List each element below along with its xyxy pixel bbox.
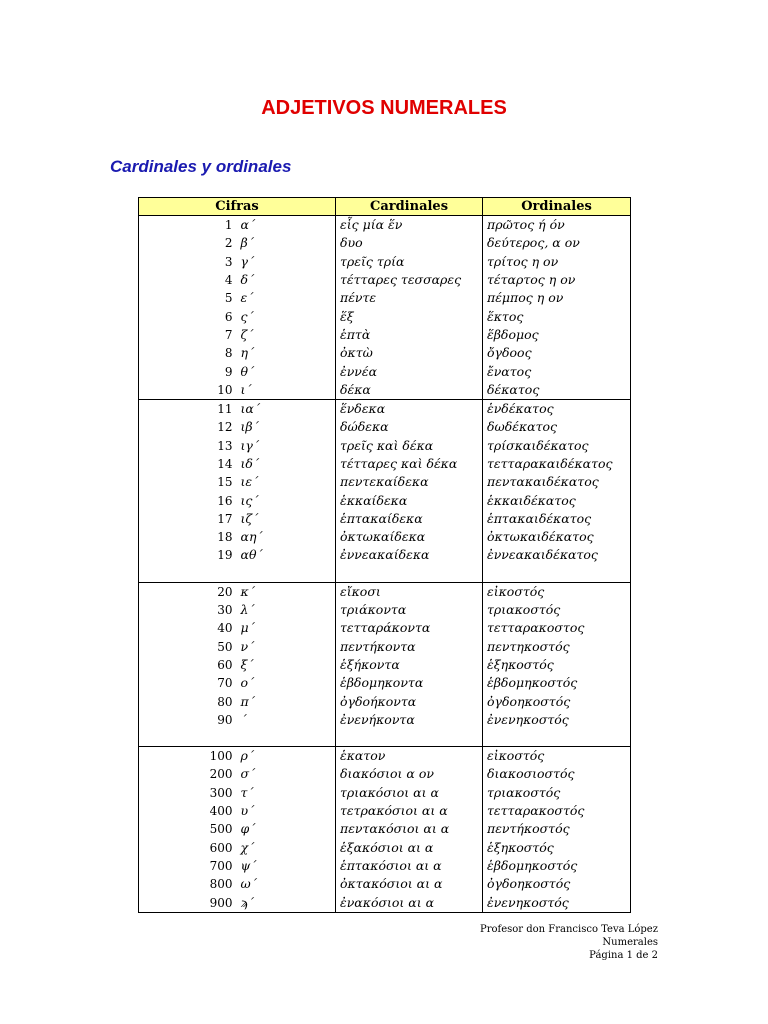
cardinal-cell: ἑπτὰ [336, 326, 483, 344]
cifra-symbol: υ΄ [237, 802, 336, 820]
cardinal-cell: εἷς μία ἕν [336, 216, 483, 235]
table-row [139, 307, 631, 325]
table-row [139, 619, 631, 637]
cardinal-cell: ἐννεακαίδεκα [336, 546, 483, 564]
cifra-number: 10 [139, 381, 237, 400]
table-row [139, 674, 631, 692]
ordinal-cell: πεντήκοστός [483, 820, 631, 838]
cifra-number: 50 [139, 638, 237, 656]
cardinal-cell: ὀκτακόσιοι αι α [336, 875, 483, 893]
cifra-symbol: ν΄ [237, 638, 336, 656]
table-row [139, 399, 631, 418]
cifra-symbol: ιδ΄ [237, 455, 336, 473]
ordinal-cell: ἑνδέκατος [483, 399, 631, 418]
spacer-cell [237, 729, 336, 747]
cardinal-cell: πεντακόσιοι αι α [336, 820, 483, 838]
ordinal-cell: ἕκτος [483, 307, 631, 325]
ordinal-cell: τετταρακοστός [483, 802, 631, 820]
ordinal-cell: τρίσκαιδέκατος [483, 437, 631, 455]
cifra-number: 15 [139, 473, 237, 491]
cardinal-cell: δώδεκα [336, 418, 483, 436]
table-row [139, 473, 631, 491]
page-title: ADJETIVOS NUMERALES [261, 97, 507, 119]
cardinal-cell: τέτταρες τεσσαρες [336, 271, 483, 289]
cifra-symbol: ι΄ [237, 381, 336, 400]
cardinal-cell: δυο [336, 234, 483, 252]
cifra-number: 16 [139, 491, 237, 509]
cifra-number: 13 [139, 437, 237, 455]
cifra-number: 8 [139, 344, 237, 362]
cardinal-cell: πεντεκαίδεκα [336, 473, 483, 491]
spacer-row [139, 565, 631, 583]
table-row [139, 326, 631, 344]
table-row [139, 437, 631, 455]
ordinal-cell: πρῶτος ή όν [483, 216, 631, 235]
cifra-symbol: π΄ [237, 692, 336, 710]
cardinal-cell: ἑβδομηκοντα [336, 674, 483, 692]
header-ordinales: Ordinales [483, 198, 631, 216]
cifra-number: 40 [139, 619, 237, 637]
cardinal-cell: τριακόσιοι αι α [336, 784, 483, 802]
ordinal-cell: ὀγδοηκοστός [483, 875, 631, 893]
table-row [139, 234, 631, 252]
ordinal-cell: ἑξηκοστός [483, 839, 631, 857]
cifra-symbol: ΄ [237, 711, 336, 729]
table-row [139, 638, 631, 656]
cifra-number: 200 [139, 765, 237, 783]
cifra-symbol: ια΄ [237, 399, 336, 418]
cifra-symbol: ε΄ [237, 289, 336, 307]
table-row [139, 656, 631, 674]
ordinal-cell: πεντακαιδέκατος [483, 473, 631, 491]
table-row [139, 875, 631, 893]
cifra-symbol: ς΄ [237, 307, 336, 325]
cifra-symbol: η΄ [237, 344, 336, 362]
cifra-number: 19 [139, 546, 237, 564]
cifra-symbol: ιζ΄ [237, 510, 336, 528]
table-row [139, 692, 631, 710]
table-row [139, 455, 631, 473]
footer-author: Profesor don Francisco Teva López [479, 924, 658, 935]
ordinal-cell: τριακοστός [483, 601, 631, 619]
ordinal-cell: ἕβδομος [483, 326, 631, 344]
ordinal-cell: πέμπος η ον [483, 289, 631, 307]
cifra-symbol: θ΄ [237, 362, 336, 380]
spacer-cell [483, 729, 631, 747]
cifra-number: 70 [139, 674, 237, 692]
table-row [139, 711, 631, 729]
spacer-row [139, 729, 631, 747]
ordinal-cell: δέκατος [483, 381, 631, 400]
cifra-symbol: ξ΄ [237, 656, 336, 674]
ordinal-cell: τετταρακοστος [483, 619, 631, 637]
cifra-symbol: ω΄ [237, 875, 336, 893]
ordinal-cell: τέταρτος η ον [483, 271, 631, 289]
table-row [139, 491, 631, 509]
ordinal-cell: ἑβδομηκοστός [483, 674, 631, 692]
cifra-number: 11 [139, 399, 237, 418]
cifra-number: 4 [139, 271, 237, 289]
cifra-number: 400 [139, 802, 237, 820]
cifra-symbol: ιγ΄ [237, 437, 336, 455]
cifra-number: 18 [139, 528, 237, 546]
cardinal-cell: διακόσιοι α ον [336, 765, 483, 783]
ordinal-cell: τρίτος η ον [483, 253, 631, 271]
table-row [139, 765, 631, 783]
cardinal-cell: ἑκατον [336, 747, 483, 766]
page-footer [480, 923, 658, 962]
ordinal-cell: πεντηκοστός [483, 638, 631, 656]
spacer-cell [336, 565, 483, 583]
cifra-symbol: λ΄ [237, 601, 336, 619]
cifra-symbol: ιβ΄ [237, 418, 336, 436]
table-row [139, 839, 631, 857]
ordinal-cell: τριακοστός [483, 784, 631, 802]
table-row [139, 418, 631, 436]
cifra-symbol: τ΄ [237, 784, 336, 802]
ordinal-cell: ὀγδοηκοστός [483, 692, 631, 710]
table-row [139, 271, 631, 289]
cifra-number: 3 [139, 253, 237, 271]
cardinal-cell: ἑξακόσιοι αι α [336, 839, 483, 857]
footer-page-number: Página 1 de 2 [589, 950, 658, 961]
cifra-symbol: αη΄ [237, 528, 336, 546]
ordinal-cell: ἑξηκοστός [483, 656, 631, 674]
cardinal-cell: ὀγδοήκοντα [336, 692, 483, 710]
cifra-symbol: κ΄ [237, 582, 336, 601]
ordinal-cell: δεύτερος, α ον [483, 234, 631, 252]
cifra-number: 30 [139, 601, 237, 619]
cifra-number: 2 [139, 234, 237, 252]
cardinal-cell: ἑξήκοντα [336, 656, 483, 674]
cifra-symbol: ρ΄ [237, 747, 336, 766]
cardinal-cell: ἑπτακαίδεκα [336, 510, 483, 528]
table-row [139, 253, 631, 271]
cardinal-cell: τρεῖς καὶ δέκα [336, 437, 483, 455]
cifra-symbol: ψ΄ [237, 857, 336, 875]
cardinal-cell: τριάκοντα [336, 601, 483, 619]
ordinal-cell: ὄγδοος [483, 344, 631, 362]
cardinal-cell: πεντήκοντα [336, 638, 483, 656]
spacer-cell [336, 729, 483, 747]
table-row [139, 747, 631, 766]
spacer-cell [483, 565, 631, 583]
cardinal-cell: ὀκτωκαίδεκα [336, 528, 483, 546]
footer-section: Numerales [602, 937, 658, 948]
cifra-number: 9 [139, 362, 237, 380]
cifra-symbol: α΄ [237, 216, 336, 235]
ordinal-cell: διακοσιοστός [483, 765, 631, 783]
table-header-row [139, 198, 631, 216]
table-row [139, 510, 631, 528]
ordinal-cell: ἐνενηκοστός [483, 711, 631, 729]
cifra-symbol: σ΄ [237, 765, 336, 783]
table-row [139, 601, 631, 619]
ordinal-cell: τετταρακαιδέκατος [483, 455, 631, 473]
cifra-symbol: ις΄ [237, 491, 336, 509]
cifra-symbol: γ΄ [237, 253, 336, 271]
section-subtitle: Cardinales y ordinales [110, 157, 292, 176]
cardinal-cell: πέντε [336, 289, 483, 307]
cifra-number: 17 [139, 510, 237, 528]
table-row [139, 546, 631, 564]
cardinal-cell: ἑπτακόσιοι αι α [336, 857, 483, 875]
cardinal-cell: τετταράκοντα [336, 619, 483, 637]
cifra-number: 12 [139, 418, 237, 436]
cifra-number: 500 [139, 820, 237, 838]
ordinal-cell: ἐννεακαιδέκατος [483, 546, 631, 564]
cardinal-cell: δέκα [336, 381, 483, 400]
table-row [139, 362, 631, 380]
cifra-number: 100 [139, 747, 237, 766]
cifra-symbol: ο΄ [237, 674, 336, 692]
table-row [139, 216, 631, 235]
table-row [139, 381, 631, 400]
cifra-number: 80 [139, 692, 237, 710]
cardinal-cell: ἕνδεκα [336, 399, 483, 418]
spacer-cell [139, 565, 237, 583]
cardinal-cell: τρεῖς τρία [336, 253, 483, 271]
cardinal-cell: ὀκτὼ [336, 344, 483, 362]
header-cardinales: Cardinales [336, 198, 483, 216]
cardinal-cell: ἐννέα [336, 362, 483, 380]
numerals-table [138, 197, 631, 913]
ordinal-cell: εἰκοστός [483, 747, 631, 766]
cifra-symbol: δ΄ [237, 271, 336, 289]
cifra-number: 1 [139, 216, 237, 235]
table-row [139, 582, 631, 601]
table-row [139, 893, 631, 912]
header-cifras: Cifras [139, 198, 336, 216]
cifra-number: 7 [139, 326, 237, 344]
cifra-symbol: αθ΄ [237, 546, 336, 564]
table-row [139, 784, 631, 802]
cifra-symbol: φ΄ [237, 820, 336, 838]
cifra-number: 5 [139, 289, 237, 307]
cifra-symbol: ζ΄ [237, 326, 336, 344]
cifra-number: 300 [139, 784, 237, 802]
cardinal-cell: ἐνενήκοντα [336, 711, 483, 729]
table-row [139, 528, 631, 546]
table-body [139, 216, 631, 913]
cifra-symbol: χ΄ [237, 839, 336, 857]
cifra-symbol: ϡ΄ [237, 893, 336, 912]
cardinal-cell: τετρακόσιοι αι α [336, 802, 483, 820]
cardinal-cell: ἐνακόσιοι αι α [336, 893, 483, 912]
table-row [139, 289, 631, 307]
cardinal-cell: εἴκοσι [336, 582, 483, 601]
cifra-symbol: β΄ [237, 234, 336, 252]
table-row [139, 802, 631, 820]
cifra-number: 700 [139, 857, 237, 875]
cifra-number: 90 [139, 711, 237, 729]
cifra-number: 6 [139, 307, 237, 325]
ordinal-cell: ἑκκαιδέκατος [483, 491, 631, 509]
cifra-number: 60 [139, 656, 237, 674]
cifra-number: 20 [139, 582, 237, 601]
cardinal-cell: τέτταρες καὶ δέκα [336, 455, 483, 473]
ordinal-cell: δωδέκατος [483, 418, 631, 436]
cardinal-cell: ἕξ [336, 307, 483, 325]
cifra-symbol: μ΄ [237, 619, 336, 637]
ordinal-cell: ἔνατος [483, 362, 631, 380]
ordinal-cell: ἐνενηκοστός [483, 893, 631, 912]
cifra-number: 800 [139, 875, 237, 893]
spacer-cell [237, 565, 336, 583]
ordinal-cell: ἑβδομηκοστός [483, 857, 631, 875]
ordinal-cell: ὀκτωκαιδέκατος [483, 528, 631, 546]
cifra-number: 900 [139, 893, 237, 912]
table-row [139, 820, 631, 838]
ordinal-cell: εἰκοστός [483, 582, 631, 601]
table-row [139, 344, 631, 362]
cardinal-cell: ἑκκαίδεκα [336, 491, 483, 509]
ordinal-cell: ἑπτακαιδέκατος [483, 510, 631, 528]
cifra-number: 14 [139, 455, 237, 473]
cifra-symbol: ιε΄ [237, 473, 336, 491]
spacer-cell [139, 729, 237, 747]
table-row [139, 857, 631, 875]
cifra-number: 600 [139, 839, 237, 857]
